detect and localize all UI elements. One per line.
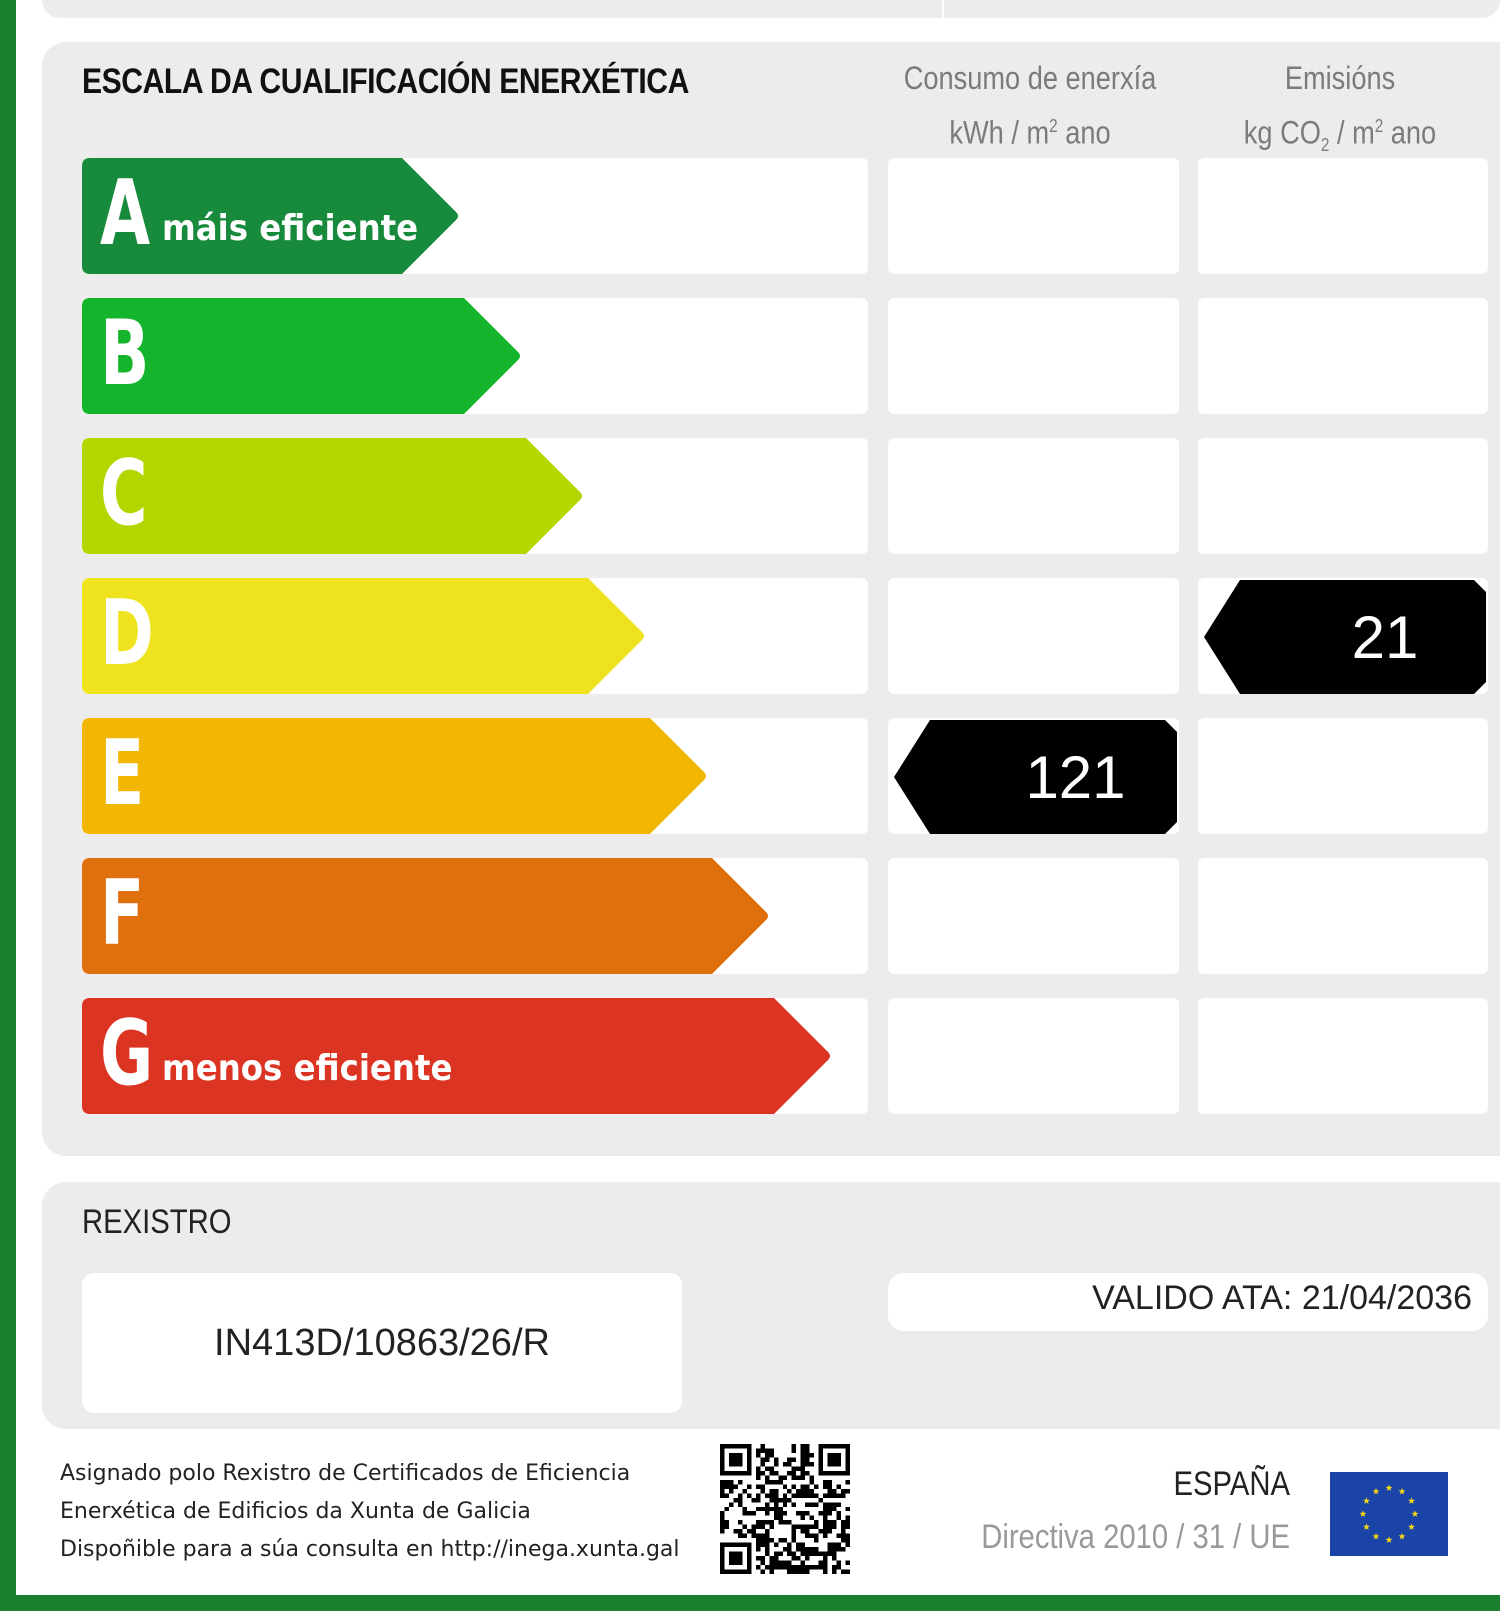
directive-label: Directiva 2010 / 31 / UE — [981, 1518, 1290, 1556]
class-arrow-b — [82, 298, 522, 414]
validity-box — [888, 1273, 1488, 1331]
consumption-cell — [888, 298, 1179, 414]
consumption-cell — [888, 578, 1179, 694]
emissions-cell — [1198, 718, 1488, 834]
emissions-cell — [1198, 858, 1488, 974]
class-arrow-shape — [82, 858, 768, 974]
class-arrow-c — [82, 438, 584, 554]
consumption-cell — [888, 998, 1179, 1114]
class-label: menos eficiente — [162, 1048, 453, 1089]
previous-panel-edge — [42, 0, 1500, 18]
class-letter: D — [100, 581, 154, 686]
country-label: ESPAÑA — [1173, 1465, 1290, 1503]
emissions-rating-marker — [1204, 580, 1486, 694]
emissions-cell — [1198, 158, 1488, 274]
class-letter: A — [100, 161, 151, 266]
class-letter: G — [100, 1001, 154, 1106]
consumption-rating-marker — [894, 720, 1177, 834]
class-arrow-a — [82, 158, 460, 274]
registry-label: REXISTRO — [82, 1203, 232, 1241]
consumption-cell — [888, 858, 1179, 974]
registry-footnote: Asignado polo Rexistro de Certificados de Eficiencia Enerxética de Edificios da Xunta de Galicia Dispoñible para a súa consulta en http://inega.xunta.gal — [60, 1461, 680, 1562]
consumption-cell — [888, 438, 1179, 554]
registry-number: IN413D/10863/26/R — [82, 1273, 682, 1413]
class-arrow-shape — [82, 578, 644, 694]
valid-until: VALIDO ATA: 21/04/2036 — [1092, 1279, 1472, 1317]
consumption-cell — [888, 158, 1179, 274]
class-arrow-f — [82, 858, 770, 974]
emissions-cell — [1198, 438, 1488, 554]
class-label: máis eficiente — [162, 208, 419, 249]
class-arrow-e — [82, 718, 708, 834]
consumption-header: Consumo de enerxía kWh / $m^2$ ano — [903, 60, 1157, 151]
emissions-header: Emisións kg $CO_2 / m^2$ ano — [1243, 60, 1437, 156]
qr-code-icon[interactable] — [716, 1444, 854, 1574]
class-letter: E — [100, 721, 145, 826]
class-letter: C — [100, 441, 148, 546]
class-arrow-shape — [82, 438, 582, 554]
class-arrow-g — [82, 998, 832, 1114]
class-arrow-d — [82, 578, 646, 694]
class-letter: F — [100, 861, 145, 966]
emissions-cell — [1198, 298, 1488, 414]
class-letter: B — [100, 301, 150, 406]
emissions-cell — [1198, 998, 1488, 1114]
green-border-bottom — [0, 1595, 1500, 1611]
eu-flag-icon — [1330, 1472, 1448, 1556]
scale-title: ESCALA DA CUALIFICACIÓN ENERXÉTICA — [82, 62, 689, 101]
rating-value: 21 — [1351, 603, 1419, 671]
class-arrow-shape — [82, 718, 706, 834]
rating-value: 121 — [1025, 743, 1126, 811]
green-border-left — [0, 0, 16, 1611]
